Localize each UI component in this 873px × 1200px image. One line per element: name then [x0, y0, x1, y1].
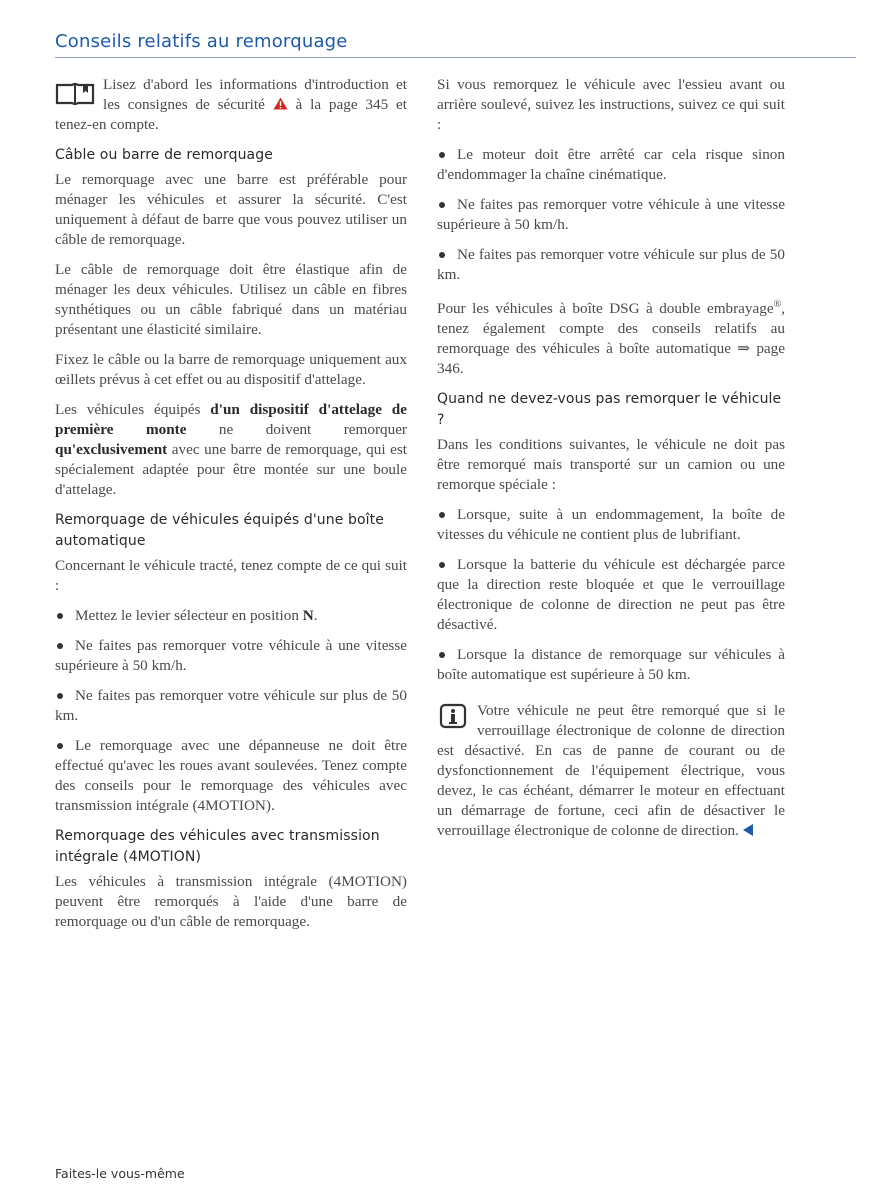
list-item	[437, 645, 785, 685]
paragraph: Les véhicules à transmission intégrale (4MOTION) peuvent être remorqués à l'aide d'une barre de remorquage ou d'un câble de remorquage.	[55, 873, 407, 930]
list-item	[437, 195, 785, 235]
right-column	[437, 75, 785, 851]
text-run: Mettez le levier sélecteur en position	[75, 607, 303, 624]
paragraph: Dans les conditions suivantes, le véhicule ne doit pas être remorqué mais transporté sur un camion ou une remorque spéciale :	[437, 436, 785, 494]
book-icon	[55, 81, 95, 107]
list-item-text: Lorsque la batterie du véhicule est déchargée parce que la direction reste bloquée et que le verrouillage électronique de colonne de direction ne peut pas être désactivé.	[437, 556, 785, 634]
intro-text-1: Lisez d'abord les informations d'introduction et les consignes de sécurité	[103, 76, 407, 113]
warning-triangle-icon	[273, 97, 288, 110]
list-item	[55, 636, 407, 676]
paragraph-dsg	[437, 295, 785, 379]
paragraph: Le câble de remorquage doit être élastique afin de ménager les deux véhicules. Utilisez un câble en fibres synthétiques ou un câble fabriqué dans un matériau présentant une élasticité similaire.	[55, 261, 407, 338]
text-run: ne doivent remorquer	[186, 421, 407, 438]
list-item-text: Ne faites pas remorquer votre véhicule sur plus de 50 km.	[437, 246, 785, 283]
paragraph: Si vous remorquez le véhicule avec l'essieu avant ou arrière soulevé, suivez les instructions, suivez ce qui suit :	[437, 76, 785, 133]
paragraph: Fixez le câble ou la barre de remorquage uniquement aux œillets prévus à cet effet ou au dispositif d'attelage.	[55, 351, 407, 388]
page-title: Conseils relatifs au remorquage	[55, 31, 348, 52]
info-icon	[439, 703, 467, 729]
list-item	[55, 686, 407, 726]
paragraph: Le remorquage avec une barre est préférable pour ménager les véhicules et assurer la sécurité. C'est uniquement à défaut de barre que vous pouvez utiliser un câble de remorquage.	[55, 171, 407, 248]
bullet-icon	[439, 652, 445, 658]
list-item-text: Le remorquage avec une dépanneuse ne doit être effectué qu'avec les roues avant soulevées. Tenez compte des conseils pour le remorquage des véhicules avec transmission intégrale (4MOTION).	[55, 737, 407, 814]
registered-mark: ®	[773, 299, 782, 310]
text-run: Pour les véhicules à boîte DSG à double embrayage	[437, 300, 774, 318]
bullet-icon	[439, 562, 445, 568]
end-of-section-arrow-icon	[743, 824, 753, 836]
section-heading-when-not-tow: Quand ne devez-vous pas remorquer le véhicule ?	[437, 391, 782, 429]
list-item-text: Ne faites pas remorquer votre véhicule sur plus de 50 km.	[55, 687, 407, 724]
text-run: Les véhicules équipés	[55, 401, 211, 418]
text-run: , tenez également compte des conseils relatifs au remorquage des véhicules à boîte automatique ⇒ page 346.	[437, 300, 785, 378]
info-note-text: Votre véhicule ne peut être remorqué que si le verrouillage électronique de colonne de direction est désactivé. En cas de panne de courant ou de dysfonctionnement de l'équipement électrique, vous devez, le cas échéant, démarrer le moteur en effectuant un démarrage de fortune, ceci afin de désactiver le verrouillage électronique de colonne de direction.	[437, 702, 785, 840]
paragraph: Concernant le véhicule tracté, tenez compte de ce qui suit :	[55, 557, 407, 594]
intro-text-2: à la page 345 et tenez-en compte.	[55, 96, 407, 133]
list-item	[55, 606, 407, 626]
list-item	[437, 555, 785, 635]
bullet-icon	[439, 512, 445, 518]
list-item	[437, 245, 785, 285]
list-item-text: Lorsque la distance de remorquage sur véhicules à boîte automatique est supérieure à 50 km.	[437, 646, 785, 684]
bullet-icon	[57, 613, 63, 619]
list-item	[55, 736, 407, 816]
emphasis-text: N	[302, 607, 314, 624]
bullet-icon	[57, 643, 63, 649]
paragraph-attelage	[55, 400, 407, 500]
list-item-text: Le moteur doit être arrêté car cela risque sinon d'endommager la chaîne cinématique.	[437, 146, 785, 183]
bullet-icon	[57, 693, 63, 699]
page-footer: Faites-le vous-même	[55, 1166, 185, 1181]
emphasis-text: qu'exclusivement	[55, 441, 168, 458]
list-item-text: Ne faites pas remorquer votre véhicule à une vitesse supérieure à 50 km/h.	[55, 637, 407, 674]
bullet-icon	[439, 252, 445, 258]
bullet-icon	[439, 202, 445, 208]
list-item-text: Ne faites pas remorquer votre véhicule à une vitesse supérieure à 50 km/h.	[437, 196, 785, 233]
header-divider	[55, 57, 856, 58]
section-heading-4motion: Remorquage des véhicules avec transmission intégrale (4MOTION)	[55, 828, 380, 865]
left-column	[55, 75, 407, 942]
list-item	[437, 505, 785, 545]
info-note	[437, 701, 785, 841]
bullet-icon	[57, 743, 63, 749]
list-item-text: Lorsque, suite à un endommagement, la boîte de vitesses du véhicule ne contient plus de lubrifiant.	[437, 506, 785, 544]
section-heading-cable: Câble ou barre de remorquage	[55, 147, 273, 163]
list-item	[437, 145, 785, 185]
text-run: avec une barre de remorquage, qui est spécialement adaptée pour être montée sur une boule d'attelage.	[55, 441, 407, 498]
intro-paragraph	[55, 75, 407, 135]
text-run: .	[313, 607, 318, 624]
bullet-icon	[439, 152, 445, 158]
section-heading-automatic: Remorquage de véhicules équipés d'une boîte automatique	[55, 512, 384, 549]
emphasis-text: d'un dispositif d'attelage de première monte	[55, 401, 407, 438]
